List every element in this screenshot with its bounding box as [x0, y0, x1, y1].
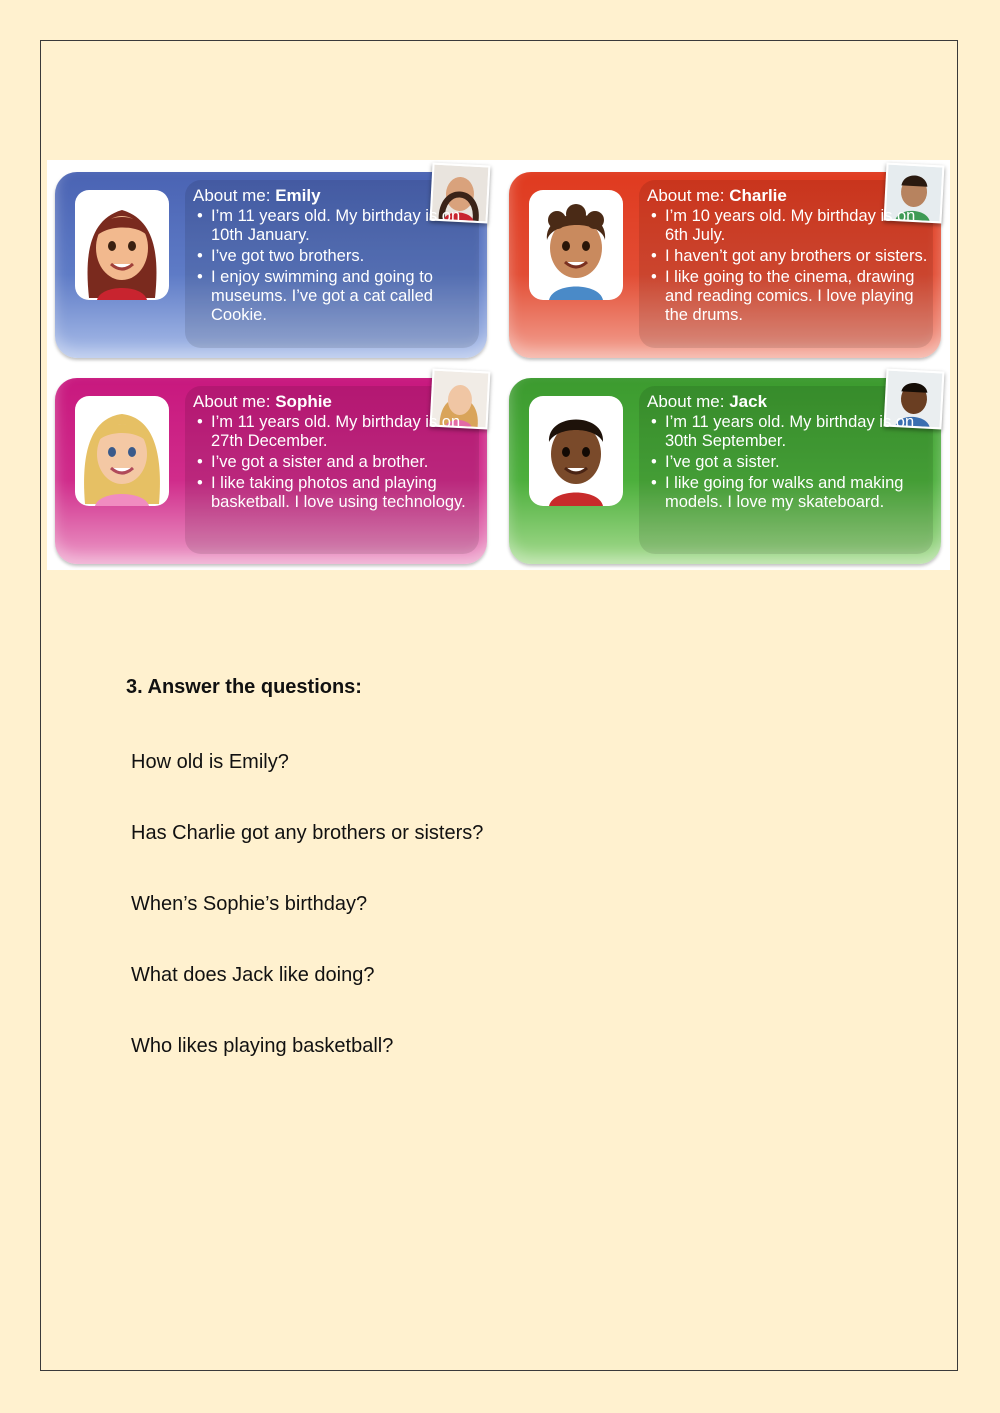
question-2: Has Charlie got any brothers or sisters?	[131, 822, 484, 844]
fact-item: • I’ve got two brothers.	[193, 247, 483, 266]
card-title-prefix: About me:	[647, 392, 730, 411]
card-title-prefix: About me:	[193, 392, 276, 411]
question-3: When’s Sophie’s birthday?	[131, 893, 368, 915]
profile-card-jack	[509, 378, 941, 564]
fact-item: • I enjoy swimming and going to museums. I’ve got a cat called Cookie.	[193, 268, 483, 325]
profile-name: Charlie	[729, 186, 787, 205]
fact-item: • I like going to the cinema, drawing and reading comics. I love playing the drums.	[647, 268, 937, 325]
profile-name: Jack	[729, 392, 768, 411]
fact-item: • I like going for walks and making models. I love my skateboard.	[647, 474, 937, 512]
question-1: How old is Emily?	[131, 751, 289, 773]
fact-item: • I’ve got a sister.	[647, 453, 937, 472]
profile-card-charlie	[509, 172, 941, 358]
card-title-prefix: About me:	[193, 186, 276, 205]
fact-item: • I’m 10 years old. My birthday is on 6th July.	[647, 207, 937, 245]
fact-item: • I like taking photos and playing basketball. I love using technology.	[193, 474, 483, 512]
avatar-charlie	[529, 190, 623, 300]
fact-item: • I haven’t got any brothers or sisters.	[647, 247, 937, 266]
exercise-heading: 3. Answer the questions:	[126, 676, 362, 698]
avatar-emily	[75, 190, 169, 300]
profile-name: Emily	[275, 186, 321, 205]
fact-item: • I’m 11 years old. My birthday is on 30th September.	[647, 413, 937, 451]
avatar-sophie	[75, 396, 169, 506]
profile-card-sophie	[55, 378, 487, 564]
fact-list	[193, 207, 483, 325]
fact-item: • I’m 11 years old. My birthday is on 27th December.	[193, 413, 483, 451]
fact-list	[647, 207, 937, 325]
avatar-jack	[529, 396, 623, 506]
fact-list	[193, 413, 483, 512]
question-5: Who likes playing basketball?	[131, 1035, 394, 1057]
fact-item: • I’m 11 years old. My birthday is on 10th January.	[193, 207, 483, 245]
profile-card-emily	[55, 172, 487, 358]
profile-name: Sophie	[275, 392, 332, 411]
question-4: What does Jack like doing?	[131, 964, 375, 986]
card-title-prefix: About me:	[647, 186, 730, 205]
profiles-image	[47, 160, 950, 570]
fact-list	[647, 413, 937, 512]
fact-item: • I’ve got a sister and a brother.	[193, 453, 483, 472]
